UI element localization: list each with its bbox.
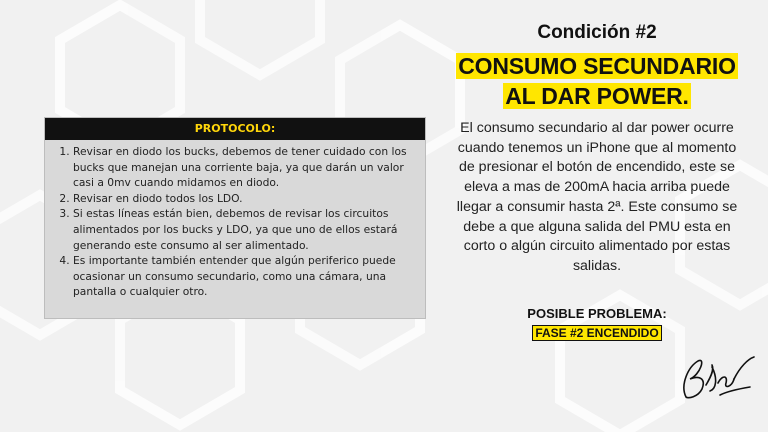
headline	[452, 53, 742, 113]
headline-line-1: CONSUMO SECUNDARIO	[458, 53, 736, 79]
signature-logo	[676, 345, 758, 405]
protocol-item: 4. Es importante también entender que algún periferico puede ocasionar un consumo secundario, como una cámara, una pantalla o cualquier otro.	[73, 253, 417, 300]
protocol-box	[44, 117, 426, 319]
protocol-header: PROTOCOLO:	[45, 118, 425, 140]
possible-problem-label: POSIBLE PROBLEMA:	[527, 306, 667, 321]
headline-line-2: AL DAR POWER.	[505, 83, 689, 109]
possible-problem-value: FASE #2 ENCENDIDO	[535, 326, 659, 340]
possible-problem-badge	[452, 324, 742, 342]
condition-description: El consumo secundario al dar power ocurre cuando tenemos un iPhone que al momento de presionar el botón de encendido, este se eleva a mas de 200mA hacia arriba puede llegar a consumir hasta 2ª. Este consumo se debe a que alguna salida del PMU esta en corto o algún circuito alimentado por estas salidas.	[456, 120, 738, 274]
protocol-item: 2. Revisar en diodo todos los LDO.	[73, 191, 417, 207]
protocol-list	[45, 140, 425, 300]
protocol-item: 3. Si estas líneas están bien, debemos de revisar los circuitos alimentados por los bucks y LDO, ya que uno de ellos estará generando este consumo al ser alimentado.	[73, 206, 417, 253]
condition-title: Condición #2	[537, 22, 657, 43]
protocol-item: 1. Revisar en diodo los bucks, debemos de tener cuidado con los bucks que manejan una corriente baja, ya que darán un valor casi a 0mv cuando midamos en diodo.	[73, 144, 417, 191]
